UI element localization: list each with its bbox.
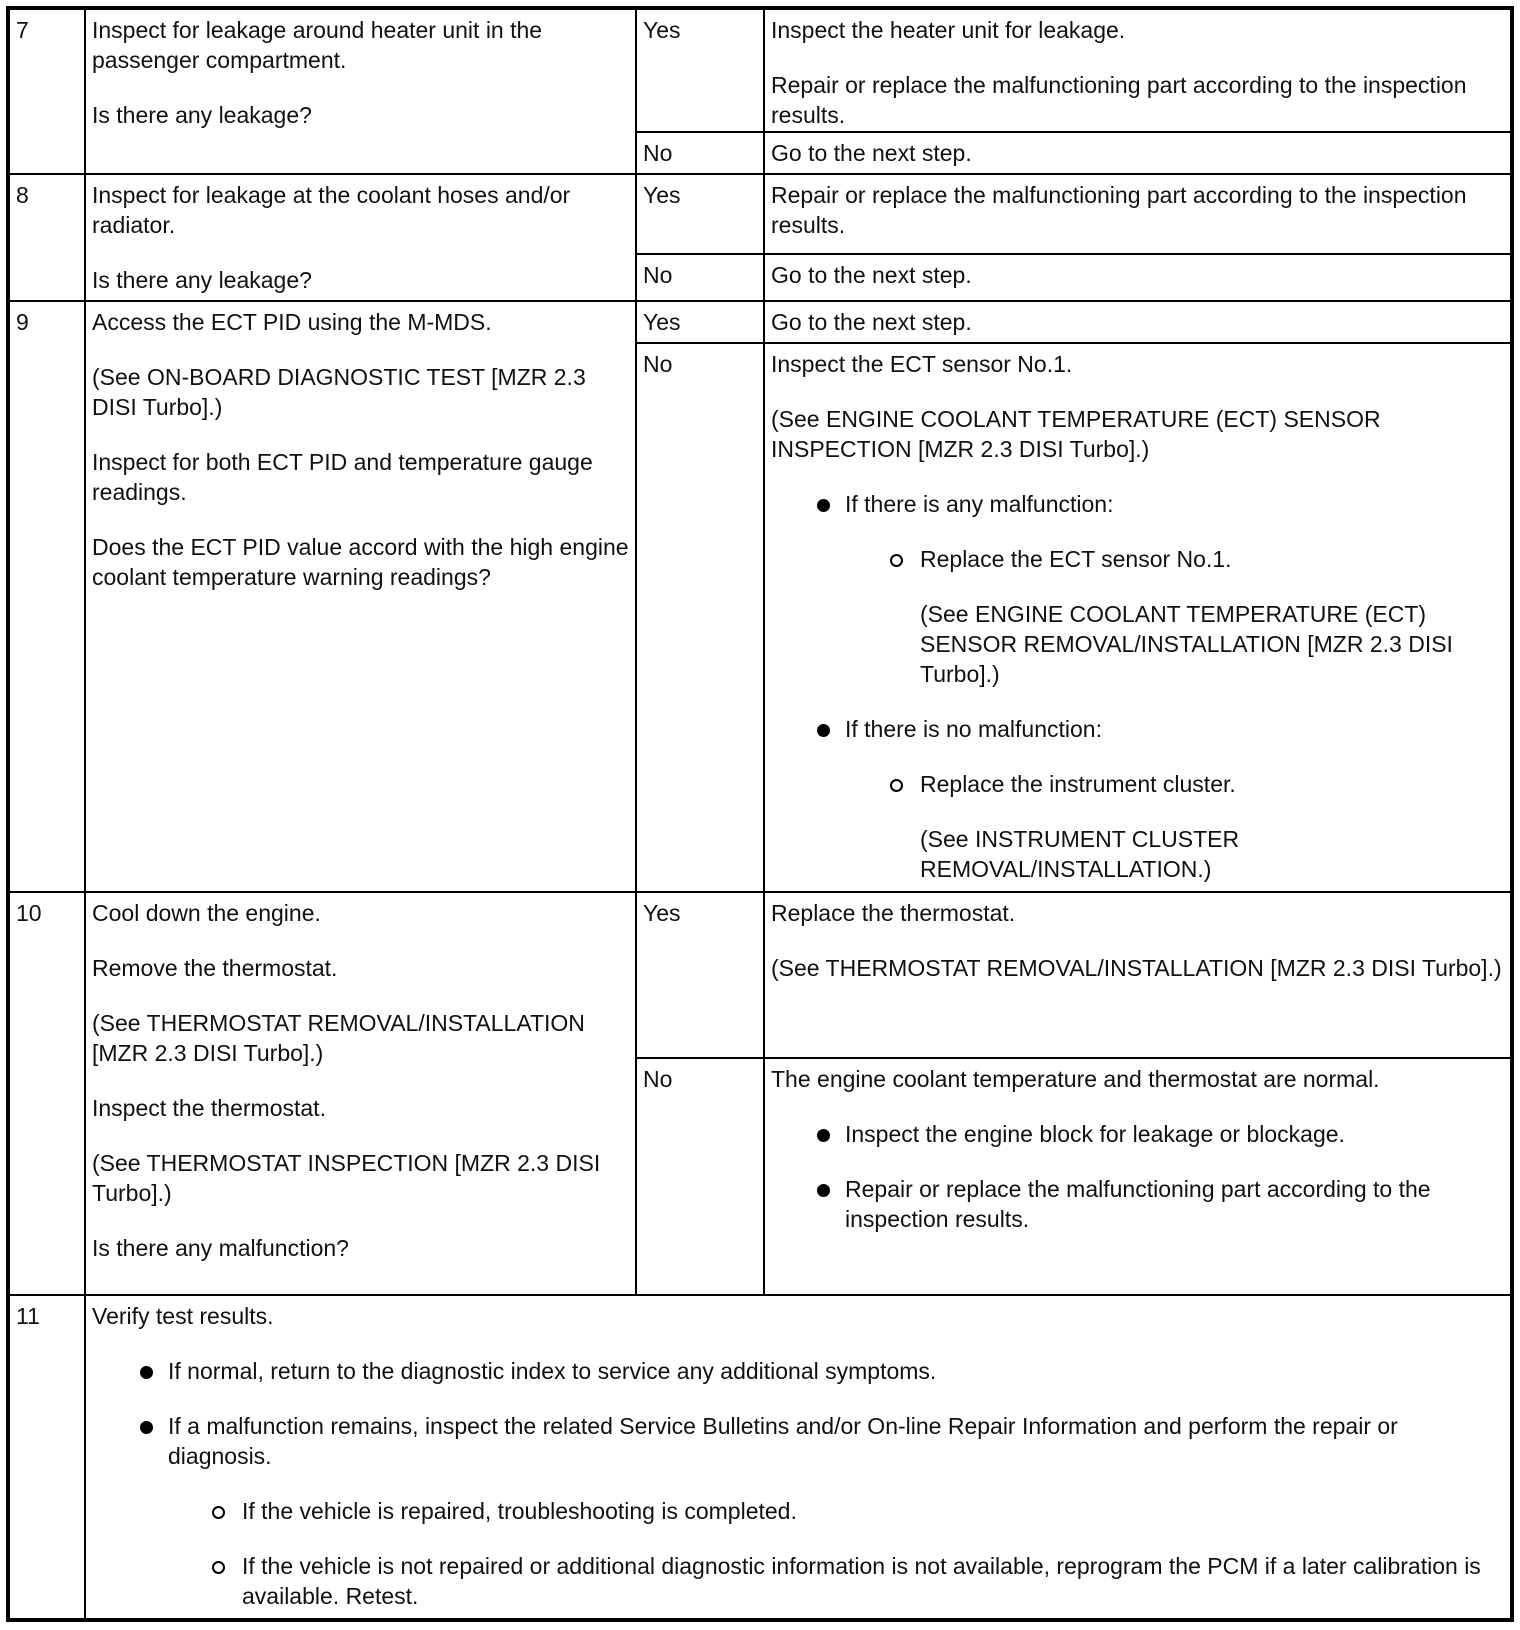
procedure-yes xyxy=(764,174,1512,254)
step-action xyxy=(85,892,636,1295)
bullet-item: If there is any malfunction: xyxy=(771,489,1504,519)
diagnostic-table xyxy=(6,6,1514,1622)
procedure-no xyxy=(764,343,1512,892)
action-text: Inspect for leakage around heater unit in the passenger compartment. xyxy=(92,17,543,73)
action-text: Inspect for both ECT PID and temperature gauge readings. xyxy=(92,449,593,505)
action-reference: (See THERMOSTAT INSPECTION [MZR 2.3 DISI Turbo].) xyxy=(92,1150,601,1206)
sub-bullet-reference: (See INSTRUMENT CLUSTER REMOVAL/INSTALLATION.) xyxy=(920,826,1240,882)
action-text: Access the ECT PID using the M-MDS. xyxy=(92,309,492,335)
action-text: Verify test results. xyxy=(92,1303,274,1329)
result-yes: Yes xyxy=(636,301,764,343)
sub-bullet-item: If the vehicle is repaired, troubleshooting is completed. xyxy=(92,1496,1504,1526)
action-text: Inspect for leakage at the coolant hoses and/or radiator. xyxy=(92,182,571,238)
procedure-text: Inspect the ECT sensor No.1. xyxy=(771,351,1073,377)
action-reference: (See THERMOSTAT REMOVAL/INSTALLATION [MZR 2.3 DISI Turbo].) xyxy=(92,1010,585,1066)
result-no: No xyxy=(636,254,764,301)
procedure-text: Replace the thermostat. xyxy=(771,900,1016,926)
procedure-text: Repair or replace the malfunctioning part according to the inspection results. xyxy=(771,72,1467,128)
result-no: No xyxy=(636,1058,764,1295)
bullet-item: Inspect the engine block for leakage or blockage. xyxy=(771,1119,1504,1149)
procedure-text: The engine coolant temperature and thermostat are normal. xyxy=(771,1066,1380,1092)
action-question: Is there any leakage? xyxy=(92,102,312,128)
procedure-text: Go to the next step. xyxy=(771,262,972,288)
sub-bullet-item: Replace the ECT sensor No.1. xyxy=(771,544,1504,574)
bullet-item: Repair or replace the malfunctioning part according to the inspection results. xyxy=(771,1174,1504,1234)
procedure-no xyxy=(764,254,1512,301)
step-number: 9 xyxy=(8,301,85,892)
procedure-yes xyxy=(764,301,1512,343)
step-action xyxy=(85,301,636,892)
procedure-reference: (See THERMOSTAT REMOVAL/INSTALLATION [MZR 2.3 DISI Turbo].) xyxy=(771,955,1502,981)
sub-bullet-item: If the vehicle is not repaired or additional diagnostic information is not available, reprogram the PCM if a later calibration is available. Retest. xyxy=(92,1551,1504,1611)
action-text: Inspect the thermostat. xyxy=(92,1095,326,1121)
bullet-item: If there is no malfunction: xyxy=(771,714,1504,744)
procedure-reference: (See ENGINE COOLANT TEMPERATURE (ECT) SENSOR INSPECTION [MZR 2.3 DISI Turbo].) xyxy=(771,406,1381,462)
step-number: 7 xyxy=(8,8,85,174)
action-text: Remove the thermostat. xyxy=(92,955,338,981)
bullet-item: If a malfunction remains, inspect the related Service Bulletins and/or On-line Repair Information and perform the repair or diagnosis. xyxy=(92,1411,1504,1471)
result-no: No xyxy=(636,132,764,174)
result-no: No xyxy=(636,343,764,892)
procedure-yes xyxy=(764,8,1512,132)
diagnostic-procedure-page xyxy=(6,6,1510,1622)
procedure-no xyxy=(764,132,1512,174)
procedure-text: Repair or replace the malfunctioning part according to the inspection results. xyxy=(771,182,1467,238)
sub-bullet-item: Replace the instrument cluster. xyxy=(771,769,1504,799)
procedure-text: Go to the next step. xyxy=(771,140,972,166)
result-yes: Yes xyxy=(636,8,764,132)
step-number: 11 xyxy=(8,1295,85,1620)
procedure-no xyxy=(764,1058,1512,1295)
step-number: 8 xyxy=(8,174,85,301)
step-row-10 xyxy=(8,892,1512,1058)
action-question: Is there any leakage? xyxy=(92,267,312,293)
procedure-yes xyxy=(764,892,1512,1058)
procedure-text: Inspect the heater unit for leakage. xyxy=(771,17,1126,43)
step-row-8 xyxy=(8,174,1512,254)
step-action xyxy=(85,8,636,174)
action-question: Is there any malfunction? xyxy=(92,1235,349,1261)
step-row-11 xyxy=(8,1295,1512,1620)
action-text: Cool down the engine. xyxy=(92,900,321,926)
step-row-7 xyxy=(8,8,1512,132)
sub-bullet-reference: (See ENGINE COOLANT TEMPERATURE (ECT) SENSOR REMOVAL/INSTALLATION [MZR 2.3 DISI Turbo].) xyxy=(920,601,1453,687)
action-question: Does the ECT PID value accord with the high engine coolant temperature warning readings? xyxy=(92,534,629,590)
procedure-text: Go to the next step. xyxy=(771,309,972,335)
step-action xyxy=(85,1295,1512,1620)
result-yes: Yes xyxy=(636,892,764,1058)
bullet-item: If normal, return to the diagnostic index to service any additional symptoms. xyxy=(92,1356,1504,1386)
step-number: 10 xyxy=(8,892,85,1295)
result-yes: Yes xyxy=(636,174,764,254)
action-reference: (See ON-BOARD DIAGNOSTIC TEST [MZR 2.3 DISI Turbo].) xyxy=(92,364,586,420)
step-action xyxy=(85,174,636,301)
step-row-9 xyxy=(8,301,1512,343)
